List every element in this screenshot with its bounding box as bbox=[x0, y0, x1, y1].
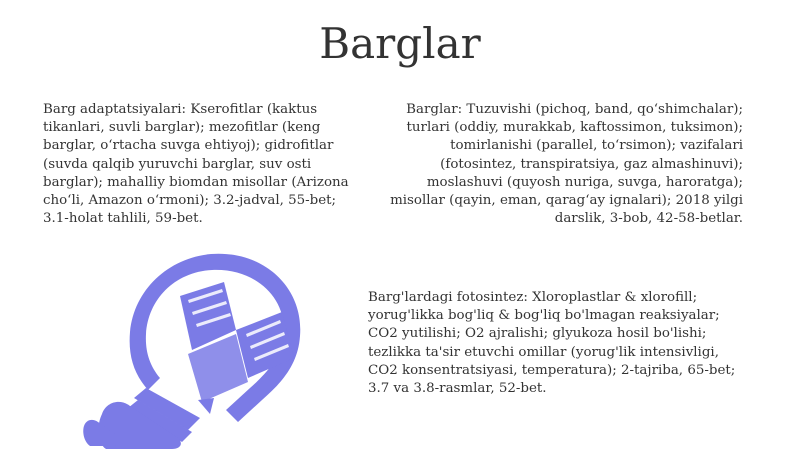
leaf-structure-text: Barglar: Tuzuvishi (pichoq, band, qo‘shimchalar); turlari (oddiy, murakkab, kaftossimon, tuksimon); tomirlanishi (parallel, to‘rsimon); vazifalari (fotosintez, transpiratsiya, gaz almashinuvi); moslashuvi (quyosh nuriga, suvga, haroratga); misollar (qayin, eman, qarag‘ay ignalari); 2018 yilgi darslik, 3-bob, 42-58-betlar. bbox=[390, 102, 743, 227]
leaf-photosynthesis-text: Barg'lardagi fotosintez: Xloroplastlar & xlorofill; yorug'likka bog'liq & bog'liq bo'lmagan reaksiyalar; CO2 yutilishi; O2 ajralishi; glyukoza hosil bo'lishi; tezlikka ta'sir etuvchi omillar (yorug'lik intensivligi, CO2 konsentratsiyasi, temperatura); 2-tajriba, 65-bet; 3.7 va 3.8-rasmlar, 52-bet. bbox=[368, 290, 736, 397]
lightbulb-with-book-icon bbox=[76, 238, 326, 449]
slide-title: Barglar bbox=[319, 19, 481, 68]
leaf-adaptations-text: Barg adaptatsiyalari: Kserofitlar (kaktus tikanlari, suvli barglar); mezofitlar (keng barglar, o‘rtacha suvga ehtiyoj); gidrofitlar (suvda qalqib yuruvchi barglar, suv osti barglar); mahalliy biomdan misollar (Arizona cho‘li, Amazon o‘rmoni); 3.2-jadval, 55-bet; 3.1-holat tahlili, 59-bet. bbox=[43, 102, 349, 227]
